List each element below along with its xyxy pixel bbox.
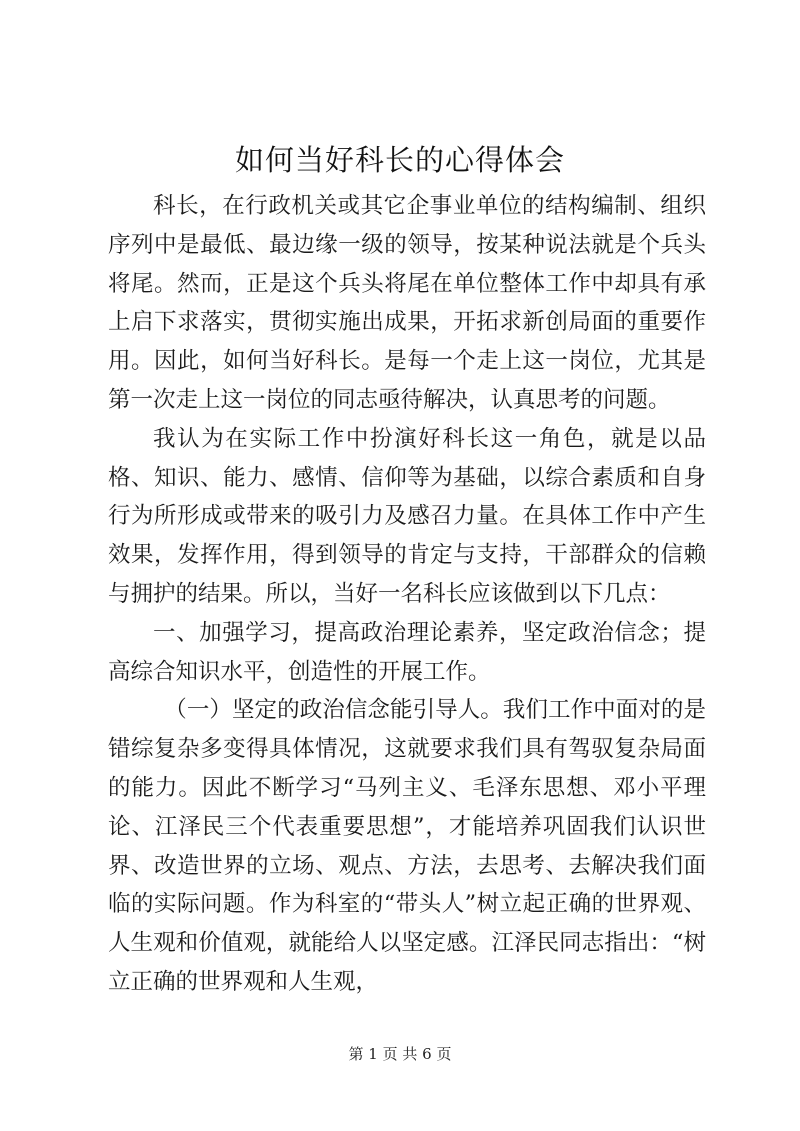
document-title: 如何当好科长的心得体会 <box>234 143 565 177</box>
section-heading-1: 一、加强学习，提高政治理论素养，坚定政治信念；提高综合知识水平，创造性的开展工作。 <box>108 619 706 685</box>
subsection-1: （一）坚定的政治信念能引导人。我们工作中面对的是错综复杂多变得具体情况，这就要求我们具有驾驭复杂局面的能力。因此不断学习“马列主义、毛泽东思想、邓小平理论、江泽民三个代表重要思想”，才能培养巩固我们认识世界、改造世界的立场、观点、方法，去思考、去解决我们面临的实际问题。作为科室的“带头人”树立起正确的世界观、人生观和价值观，就能给人以坚定感。江泽民同志指出：“树立正确的世界观和人生观， <box>108 697 706 995</box>
paragraph-intro: 科长，在行政机关或其它企事业单位的结构编制、组织序列中是最低、最边缘一级的领导，按某种说法就是个兵头将尾。然而，正是这个兵头将尾在单位整体工作中却具有承上启下求落实，贯彻实施出成果，开拓求新创局面的重要作用。因此，如何当好科长。是每一个走上这一岗位，尤其是第一次走上这一岗位的同志亟待解决，认真思考的问题。 <box>108 193 706 413</box>
paragraph-role: 我认为在实际工作中扮演好科长这一角色，就是以品格、知识、能力、感情、信仰等为基础，以综合素质和自身行为所形成或带来的吸引力及感召力量。在具体工作中产生效果，发挥作用，得到领导的肯定与支持，干部群众的信赖与拥护的结果。所以，当好一名科长应该做到以下几点： <box>108 425 706 607</box>
document-body <box>108 187 706 1002</box>
page-footer: 第 1 页 共 6 页 <box>348 1045 452 1063</box>
